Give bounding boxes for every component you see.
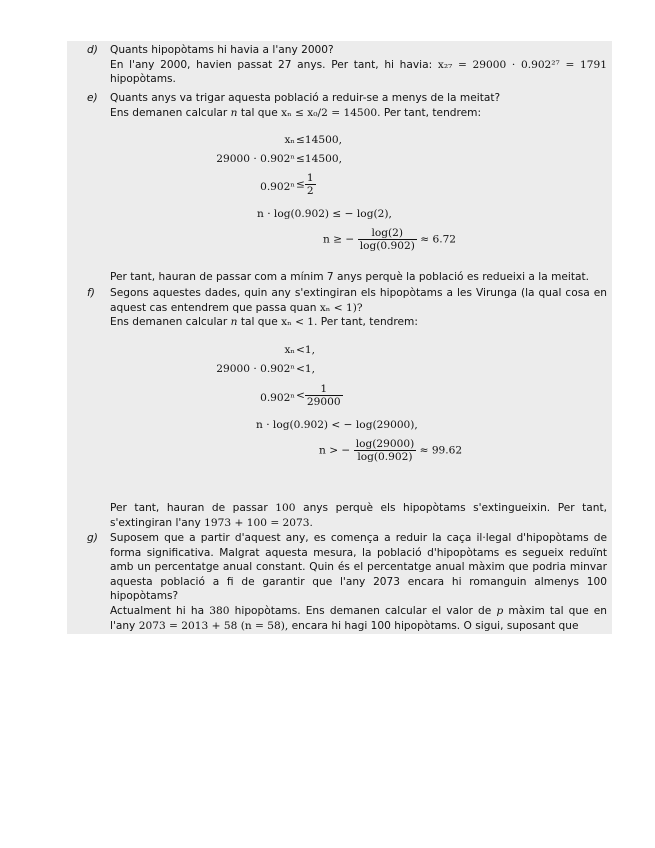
question-math: xₙ < 1)? [319,301,363,314]
eq-e3-right [296,172,316,197]
eq-e5 [323,227,456,252]
intro-var: n [230,316,238,329]
eq-e3-den: 2 [306,185,314,197]
eq-e5-right: ≈ 6.72 [420,233,457,246]
eq-f3-left: 0.902ⁿ [260,392,295,404]
intro-var: n [230,106,238,119]
answer-math: x₂₇ = 29000 · 0.902²⁷ = 1791 [437,58,607,71]
intro-math: xₙ < 1. [281,316,318,329]
eq-e5-left: n ≥ − [323,233,355,246]
conclusion-mid: anys perquè els hipopòtams s'extingueixin. Per tant, s'extingiran l'any [110,502,608,529]
answer-text-2: hipopòtams. Ens demanen calcular el valor de [234,604,492,617]
intro-mid: tal que [240,316,278,329]
conclusion-text: Per tant, hauran de passar [110,502,268,514]
intro-mid: tal que [240,106,278,119]
item-label: f) [87,287,95,299]
answer-var: p [496,604,504,617]
item-label: g) [87,532,98,544]
eq-e3-frac [305,172,316,197]
eq-f5-left: n > − [319,444,351,457]
intro-suffix: Per tant, tendrem: [383,106,482,119]
eq-f3-rel: < [296,389,305,402]
eq-f3-num: 1 [305,383,343,396]
item-label: d) [87,44,98,56]
eq-f1-left: xₙ [284,344,295,356]
eq-f3-frac [305,383,343,408]
answer-suffix: hipopòtams. [110,73,176,86]
eq-f3-den: 29000 [306,396,341,408]
eq-f5-num: log(29000) [355,438,415,450]
eq-e5-frac [358,227,417,252]
eq-f2-right: <1, [296,363,315,375]
question-text: Quants hipopòtams hi havia a l'any 2000? [110,44,334,56]
eq-e1-left: xₙ [284,134,295,146]
answer-text-1: Actualment hi ha [110,604,205,617]
intro-suffix: Per tant, tendrem: [320,316,418,329]
intro-text: Ens demanen calcular [110,106,228,119]
answer-text: En l'any 2000, havien passat 27 anys. Per tant, hi havia: [110,58,433,71]
intro-text: Ens demanen calcular [110,316,228,329]
eq-f5-right: ≈ 99.62 [419,444,463,457]
question-text: Suposem que a partir d'aquest any, es comença a reduir la caça il·legal d'hipopòtams de forma significativa. Malgrat aquesta mesura, la població d'hipopòtams es segueix reduïnt amb un percentatge anual constant. Quin és el percentatge anual màxim que podria minvar aquesta població a fi de garantir que l'any 2073 encara hi romanguin almenys 100 hipopòtams? [110,532,607,603]
item-label: e) [87,92,98,104]
question-text: Quants anys va trigar aquesta població a reduir-se a menys de la meitat? [110,92,501,104]
answer-text-3: màxim tal que en l'any [110,604,608,632]
eq-e2-left: 29000 · 0.902ⁿ [216,153,295,165]
conclusion-text: Per tant, hauran de passar com a mínim 7 anys perquè la població es redueixi a la meitat. [110,271,590,283]
intro-math: xₙ ≤ x₀/2 = 14500. [281,106,381,119]
eq-f5-frac [354,438,417,463]
eq-e5-num: log(2) [358,227,417,240]
eq-f3-right [296,383,343,408]
conclusion-math-1: 100 [275,502,296,514]
document-page [67,41,612,634]
eq-f2-left: 29000 · 0.902ⁿ [216,363,295,375]
eq-e4: n · log(0.902) ≤ − log(2), [257,208,392,220]
eq-e2-right: ≤14500, [296,153,342,165]
eq-f5-den: log(0.902) [357,451,413,463]
eq-f5 [319,438,462,463]
eq-e3-rel: ≤ [296,178,305,191]
answer-math-2: 2073 = 2013 + 58 (n = 58), [138,619,289,632]
eq-f4: n · log(0.902) < − log(29000), [256,419,418,431]
answer-text-4: encara hi hagi 100 hipopòtams. O sigui, suposant que [291,619,579,632]
answer-math-1: 380 [209,604,230,617]
eq-e3-num: 1 [306,172,314,184]
eq-e3-left: 0.902ⁿ [260,181,295,193]
eq-e5-den: log(0.902) [359,240,415,252]
conclusion-math-2: 1973 + 100 = 2073. [204,516,313,529]
eq-e1-right: ≤14500, [296,134,342,146]
question-text: Segons aquestes dades, quin any s'extingiran els hipopòtams a les Virunga (la qual cosa en aquest cas entendrem que passa quan [110,287,607,314]
eq-f1-right: <1, [296,344,315,356]
